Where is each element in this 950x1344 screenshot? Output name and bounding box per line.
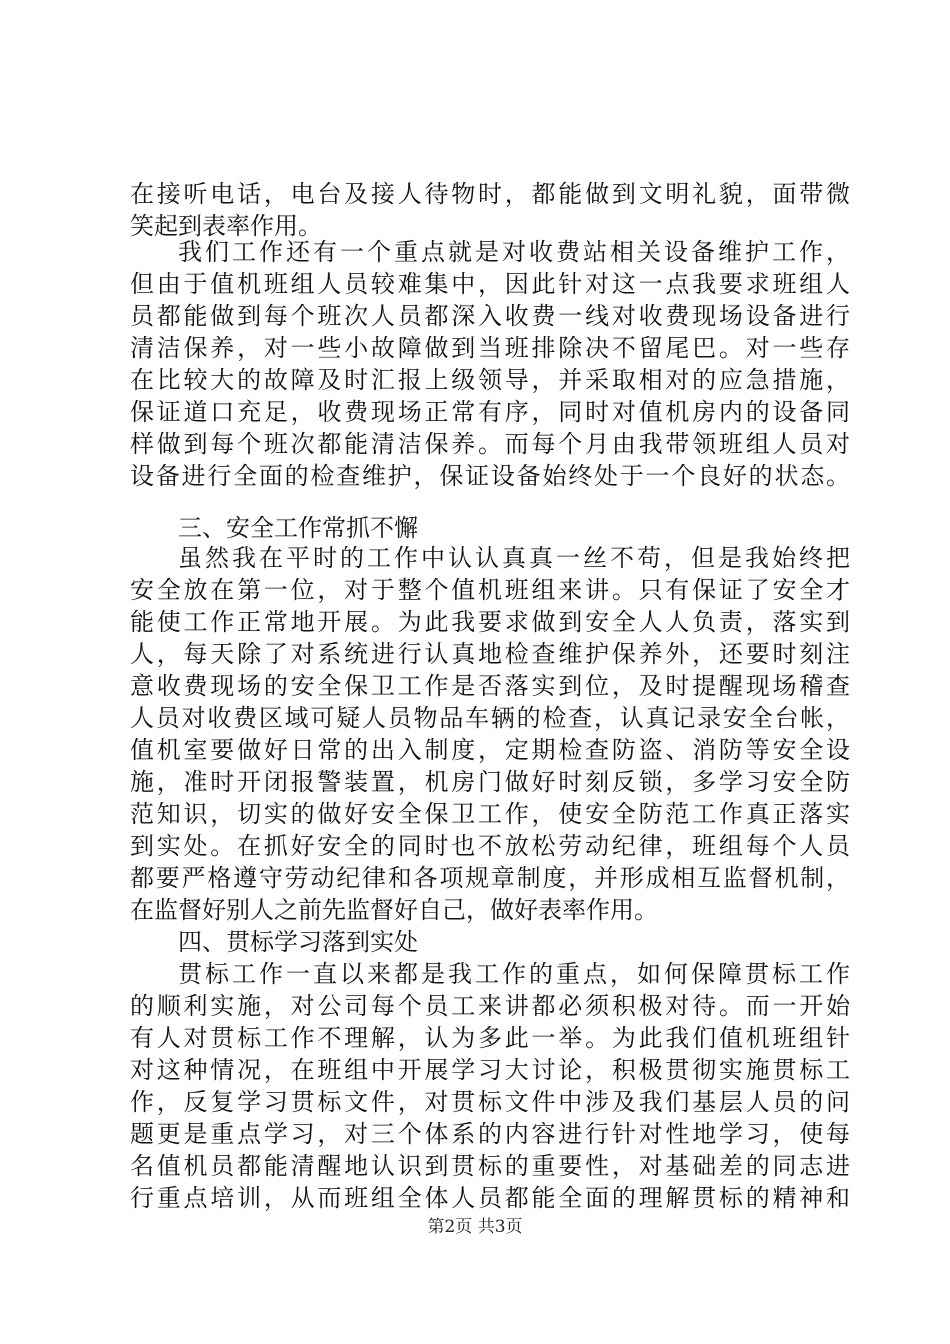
text-line: 题更是重点学习，对三个体系的内容进行针对性地学习，使每 bbox=[130, 1120, 850, 1148]
text-line: 值机室要做好日常的出入制度，定期检查防盗、消防等安全设 bbox=[130, 736, 850, 764]
text-line: 安全放在第一位，对于整个值机班组来讲。只有保证了安全才 bbox=[130, 576, 850, 604]
text-line: 作，反复学习贯标文件，对贯标文件中涉及我们基层人员的问 bbox=[130, 1088, 850, 1116]
text-line: 到实处。在抓好安全的同时也不放松劳动纪律，班组每个人员 bbox=[130, 832, 850, 860]
text-line: 设备进行全面的检查维护，保证设备始终处于一个良好的状态。 bbox=[130, 462, 850, 490]
text-line: 清洁保养，对一些小故障做到当班排除决不留尾巴。对一些存 bbox=[130, 334, 850, 362]
text-line: 施，准时开闭报警装置，机房门做好时刻反锁，多学习安全防 bbox=[130, 768, 850, 796]
text-line: 有人对贯标工作不理解，认为多此一举。为此我们值机班组针 bbox=[130, 1024, 850, 1052]
text-line: 样做到每个班次都能清洁保养。而每个月由我带领班组人员对 bbox=[130, 430, 850, 458]
text-line: 能使工作正常地开展。为此我要求做到安全人人负责，落实到 bbox=[130, 608, 850, 636]
text-line: 我们工作还有一个重点就是对收费站相关设备维护工作， bbox=[178, 238, 850, 266]
text-line: 笑起到表率作用。 bbox=[130, 212, 322, 240]
text-line: 在比较大的故障及时汇报上级领导，并采取相对的应急措施， bbox=[130, 366, 850, 394]
text-line: 在接听电话，电台及接人待物时，都能做到文明礼貌，面带微 bbox=[130, 180, 850, 208]
text-line: 人，每天除了对系统进行认真地检查维护保养外，还要时刻注 bbox=[130, 640, 850, 668]
text-line: 贯标工作一直以来都是我工作的重点，如何保障贯标工作 bbox=[178, 960, 850, 988]
text-line: 虽然我在平时的工作中认认真真一丝不苟，但是我始终把 bbox=[178, 544, 850, 572]
text-line: 保证道口充足，收费现场正常有序，同时对值机房内的设备同 bbox=[130, 398, 850, 426]
text-line: 行重点培训，从而班组全体人员都能全面的理解贯标的精神和 bbox=[130, 1184, 850, 1212]
text-line: 在监督好别人之前先监督好自己，做好表率作用。 bbox=[130, 896, 658, 924]
text-line: 人员对收费区域可疑人员物品车辆的检查，认真记录安全台帐， bbox=[130, 704, 850, 732]
page-footer: 第2页 共3页 bbox=[427, 1217, 523, 1237]
text-line: 的顺利实施，对公司每个员工来讲都必须积极对待。而一开始 bbox=[130, 992, 850, 1020]
text-line: 都要严格遵守劳动纪律和各项规章制度，并形成相互监督机制， bbox=[130, 864, 850, 892]
text-line: 范知识，切实的做好安全保卫工作，使安全防范工作真正落实 bbox=[130, 800, 850, 828]
text-line: 意收费现场的安全保卫工作是否落实到位，及时提醒现场稽查 bbox=[130, 672, 850, 700]
text-line: 名值机员都能清醒地认识到贯标的重要性，对基础差的同志进 bbox=[130, 1152, 850, 1180]
section-heading: 四、贯标学习落到实处 bbox=[178, 928, 418, 956]
section-heading: 三、安全工作常抓不懈 bbox=[178, 514, 418, 542]
text-line: 对这种情况，在班组中开展学习大讨论，积极贯彻实施贯标工 bbox=[130, 1056, 850, 1084]
text-line: 员都能做到每个班次人员都深入收费一线对收费现场设备进行 bbox=[130, 302, 850, 330]
text-line: 但由于值机班组人员较难集中，因此针对这一点我要求班组人 bbox=[130, 270, 850, 298]
